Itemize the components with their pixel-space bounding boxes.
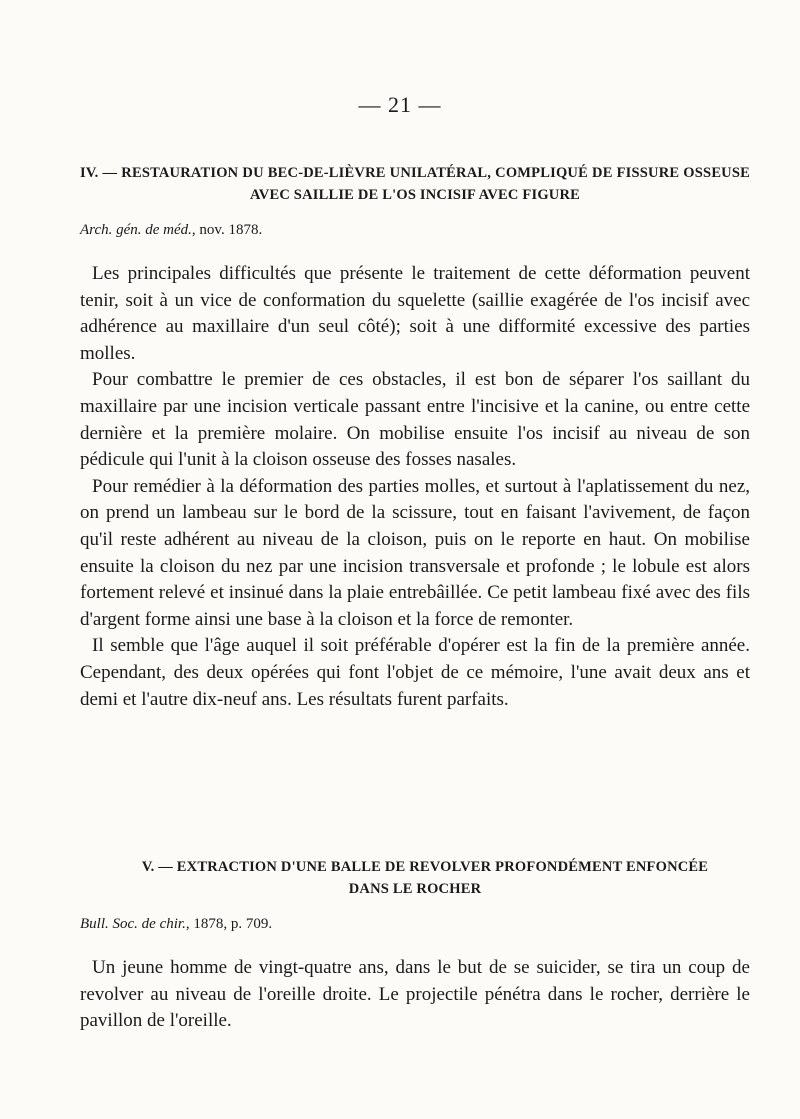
citation	[80, 916, 750, 933]
paragraph: Les principales difficultés que présente le traitement de cette déformation peuvent tenir, soit à un vice de conformation du squelette (saillie exagérée de l'os incisif avec adhérence au maxillaire d'un seul côté); soit à une difformité excessive des parties molles.	[80, 263, 750, 364]
section-heading	[80, 856, 750, 900]
citation-details: , 1878, p. 709.	[185, 916, 273, 932]
section-body	[80, 955, 750, 1035]
page-number: — 21 —	[358, 92, 442, 117]
paragraph: Pour remédier à la déformation des parties molles, et surtout à l'aplatissement du nez, on prend un lambeau sur le bord de la scissure, tout en faisant l'avivement, de façon qu'il reste adhérent au niveau de la cloison, puis on le reporte en haut. On mobilise ensuite la cloison du nez par une incision transversale et profonde ; le lobule est alors fortement relevé et insinué dans la plaie entrebâillée. Ce petit lambeau fixé avec des fils d'argent forme ainsi une base à la cloison et la force de remonter.	[80, 475, 750, 630]
section-heading	[80, 162, 750, 206]
section-body	[80, 261, 750, 713]
citation	[80, 222, 750, 239]
citation-source: Arch. gén. de méd.	[80, 222, 192, 238]
section-heading-line-2: AVEC SAILLIE DE L'OS INCISIF AVEC FIGURE	[249, 187, 581, 203]
paragraph: Pour combattre le premier de ces obstacles, il est bon de séparer l'os saillant du maxillaire par une incision verticale passant entre l'incisive et la canine, ou entre cette dernière et la première molaire. On mobilise ensuite l'os incisif au niveau de son pédicule qui l'unit à la cloison osseuse des fosses nasales.	[80, 369, 750, 471]
citation-source: Bull. Soc. de chir.	[80, 916, 186, 932]
citation-details: , nov. 1878.	[191, 222, 263, 238]
section-heading-line-1: V. — EXTRACTION D'UNE BALLE DE REVOLVER PROFONDÉMENT ENFONCÉE	[141, 859, 709, 875]
section-heading-line-2: DANS LE ROCHER	[348, 881, 482, 897]
paragraph: Un jeune homme de vingt-quatre ans, dans le but de se suicider, se tira un coup de revolver au niveau de l'oreille droite. Le projectile pénétra dans le rocher, derrière le pavillon de l'oreille.	[80, 957, 750, 1032]
section-iv	[80, 162, 750, 713]
paragraph: Il semble que l'âge auquel il soit préférable d'opérer est la fin de la première année. Cependant, des deux opérées qui font l'objet de ce mémoire, l'une avait deux ans et demi et l'autre dix-neuf ans. Les résultats furent parfaits.	[80, 635, 750, 710]
section-heading-line-1: IV. — RESTAURATION DU BEC-DE-LIÈVRE UNILATÉRAL, COMPLIQUÉ DE FISSURE OSSEUSE	[80, 165, 750, 181]
section-v	[80, 856, 750, 1035]
